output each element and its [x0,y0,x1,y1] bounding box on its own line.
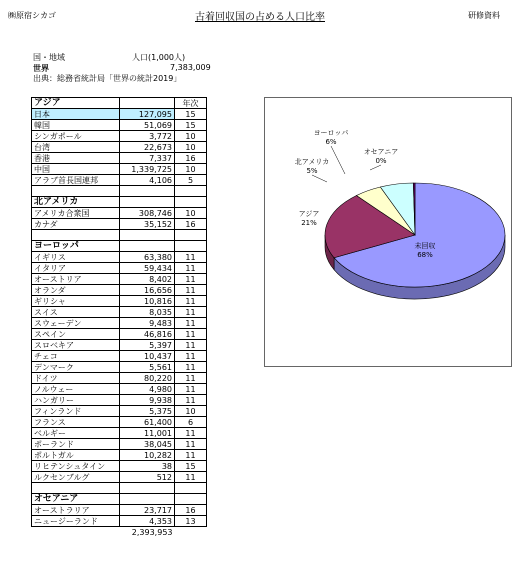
pie-label-name: ヨーロッパ [313,129,349,137]
population-cell: 51,069 [120,120,175,131]
blank-cell [32,483,120,494]
country-cell: イギリス [32,252,120,263]
region-header-row [32,241,207,252]
page-title: 古着回収国の占める人口比率 [195,12,325,23]
header-blank [175,241,207,252]
year-cell: 13 [175,516,207,527]
population-unit-label: 人口(1,000人) [132,53,186,62]
pie-leader-line [370,165,381,170]
year-cell: 11 [175,274,207,285]
population-cell: 8,402 [120,274,175,285]
pie-chart-panel [264,97,512,367]
year-cell: 15 [175,120,207,131]
year-cell: 11 [175,296,207,307]
year-cell: 11 [175,351,207,362]
pie-label-name: オセアニア [363,148,399,156]
year-header: 年次 [175,98,207,109]
header-blank [175,197,207,208]
population-cell: 38,045 [120,439,175,450]
country-cell: フランス [32,417,120,428]
country-cell: ポーランド [32,439,120,450]
country-cell: オーストラリア [32,505,120,516]
region-name: ヨーロッパ [32,241,120,252]
population-cell: 38 [120,461,175,472]
population-cell: 11,001 [120,428,175,439]
year-cell: 10 [175,142,207,153]
country-cell: 台湾 [32,142,120,153]
country-cell: イタリア [32,263,120,274]
population-cell: 7,337 [120,153,175,164]
country-cell: 中国 [32,164,120,175]
blank-row [32,483,207,494]
population-cell: 10,437 [120,351,175,362]
pie-chart [265,98,511,366]
table-row [32,252,207,263]
country-cell: ドイツ [32,373,120,384]
region-header-row [32,98,207,109]
blank-cell [175,483,207,494]
year-cell: 11 [175,450,207,461]
table-row [32,329,207,340]
blank-cell [120,186,175,197]
country-cell: 香港 [32,153,120,164]
population-table [31,97,207,537]
region-name: アジア [32,98,120,109]
population-cell: 63,380 [120,252,175,263]
country-cell: スウェーデン [32,318,120,329]
pie-label-name: アジア [298,210,320,218]
population-cell: 8,035 [120,307,175,318]
year-cell: 11 [175,395,207,406]
population-cell: 9,483 [120,318,175,329]
table-row [32,109,207,120]
table-row [32,406,207,417]
year-cell: 15 [175,109,207,120]
country-cell: オランダ [32,285,120,296]
table-row [32,472,207,483]
pie-label-percent: 0% [375,157,387,165]
year-cell: 11 [175,318,207,329]
population-cell: 3,772 [120,131,175,142]
table-row [32,362,207,373]
population-cell: 512 [120,472,175,483]
header-blank [120,98,175,109]
country-cell: スイス [32,307,120,318]
blank-cell [120,230,175,241]
population-cell: 127,095 [120,109,175,120]
year-cell: 16 [175,153,207,164]
table-row [32,351,207,362]
year-cell: 11 [175,384,207,395]
blank-cell [175,230,207,241]
year-cell: 11 [175,285,207,296]
year-cell: 11 [175,373,207,384]
world-population-value: 7,383,009 [170,63,211,72]
table-row [32,153,207,164]
table-row [32,373,207,384]
country-cell: アメリカ合衆国 [32,208,120,219]
table-row [32,340,207,351]
table-row [32,384,207,395]
population-cell: 16,656 [120,285,175,296]
region-name: 北アメリカ [32,197,120,208]
blank-cell [32,186,120,197]
population-cell: 4,980 [120,384,175,395]
population-cell: 308,746 [120,208,175,219]
table-row [32,208,207,219]
year-cell: 16 [175,505,207,516]
country-cell: ギリシャ [32,296,120,307]
header-blank [120,494,175,505]
pie-label-name: 北アメリカ [294,158,330,166]
blank-cell [120,483,175,494]
table-row [32,461,207,472]
blank-row [32,230,207,241]
table-row [32,395,207,406]
pie-label-percent: 5% [306,167,318,175]
region-name: オセアニア [32,494,120,505]
country-cell: カナダ [32,219,120,230]
year-cell: 10 [175,131,207,142]
document-tag: 研修資料 [468,11,500,20]
table-row [32,318,207,329]
year-cell: 11 [175,362,207,373]
year-cell: 11 [175,472,207,483]
year-cell: 11 [175,307,207,318]
region-header-row [32,197,207,208]
pie-leader-line [331,146,345,174]
year-cell: 11 [175,263,207,274]
region-header-row [32,494,207,505]
year-cell: 6 [175,417,207,428]
world-label: 世界 [33,64,49,73]
year-cell: 11 [175,340,207,351]
pie-label-name: 未回収 [414,242,436,250]
population-cell: 61,400 [120,417,175,428]
blank-cell [32,230,120,241]
population-cell: 59,434 [120,263,175,274]
population-cell: 10,816 [120,296,175,307]
table-row [32,175,207,186]
table-row [32,285,207,296]
total-blank [175,527,207,538]
year-cell: 11 [175,329,207,340]
company-name: ㈱原宿シカゴ [8,11,56,20]
country-cell: 韓国 [32,120,120,131]
population-cell: 35,152 [120,219,175,230]
country-cell: ニュージーランド [32,516,120,527]
population-cell: 5,561 [120,362,175,373]
table-row [32,417,207,428]
country-cell: リヒテンシュタイン [32,461,120,472]
table-row [32,307,207,318]
table-row [32,164,207,175]
country-cell: オーストリア [32,274,120,285]
country-cell: ポルトガル [32,450,120,461]
pie-leader-line [312,175,327,182]
header-blank [120,241,175,252]
header-blank [175,494,207,505]
table-row [32,131,207,142]
population-cell: 9,938 [120,395,175,406]
year-cell: 10 [175,406,207,417]
pie-label-percent: 6% [325,138,337,146]
country-cell: チェコ [32,351,120,362]
year-cell: 11 [175,252,207,263]
population-cell: 23,717 [120,505,175,516]
table-row [32,450,207,461]
country-cell: スロベキア [32,340,120,351]
population-cell: 4,106 [120,175,175,186]
country-cell: フィンランド [32,406,120,417]
population-cell: 5,375 [120,406,175,417]
table-row [32,219,207,230]
population-cell: 22,673 [120,142,175,153]
year-cell: 11 [175,428,207,439]
table-row [32,274,207,285]
table-row [32,142,207,153]
country-cell: 日本 [32,109,120,120]
year-cell: 11 [175,439,207,450]
table-row [32,296,207,307]
country-cell: ベルギー [32,428,120,439]
year-cell: 10 [175,208,207,219]
population-cell: 46,816 [120,329,175,340]
year-cell: 10 [175,164,207,175]
country-cell: ハンガリー [32,395,120,406]
table-row [32,516,207,527]
total-blank [32,527,120,538]
blank-row [32,186,207,197]
population-cell: 4,353 [120,516,175,527]
table-row [32,439,207,450]
population-cell: 5,397 [120,340,175,351]
population-cell: 10,282 [120,450,175,461]
year-cell: 16 [175,219,207,230]
country-cell: スペイン [32,329,120,340]
country-cell: デンマーク [32,362,120,373]
pie-label-percent: 68% [417,251,433,259]
country-cell: ルクセンブルグ [32,472,120,483]
population-cell: 80,220 [120,373,175,384]
country-label: 国・地域 [33,53,65,62]
table-row [32,505,207,516]
total-population: 2,393,953 [131,527,173,537]
total-row [32,527,207,538]
source-note: 出典：総務省統計局「世界の統計2019」 [33,74,182,83]
table-row [32,120,207,131]
pie-label-percent: 21% [301,219,317,227]
population-cell: 1,339,725 [120,164,175,175]
table-row [32,263,207,274]
country-cell: アラブ首長国連邦 [32,175,120,186]
country-cell: シンガポール [32,131,120,142]
header-blank [120,197,175,208]
year-cell: 5 [175,175,207,186]
country-cell: ノルウェー [32,384,120,395]
table-row [32,428,207,439]
blank-cell [175,186,207,197]
year-cell: 15 [175,461,207,472]
